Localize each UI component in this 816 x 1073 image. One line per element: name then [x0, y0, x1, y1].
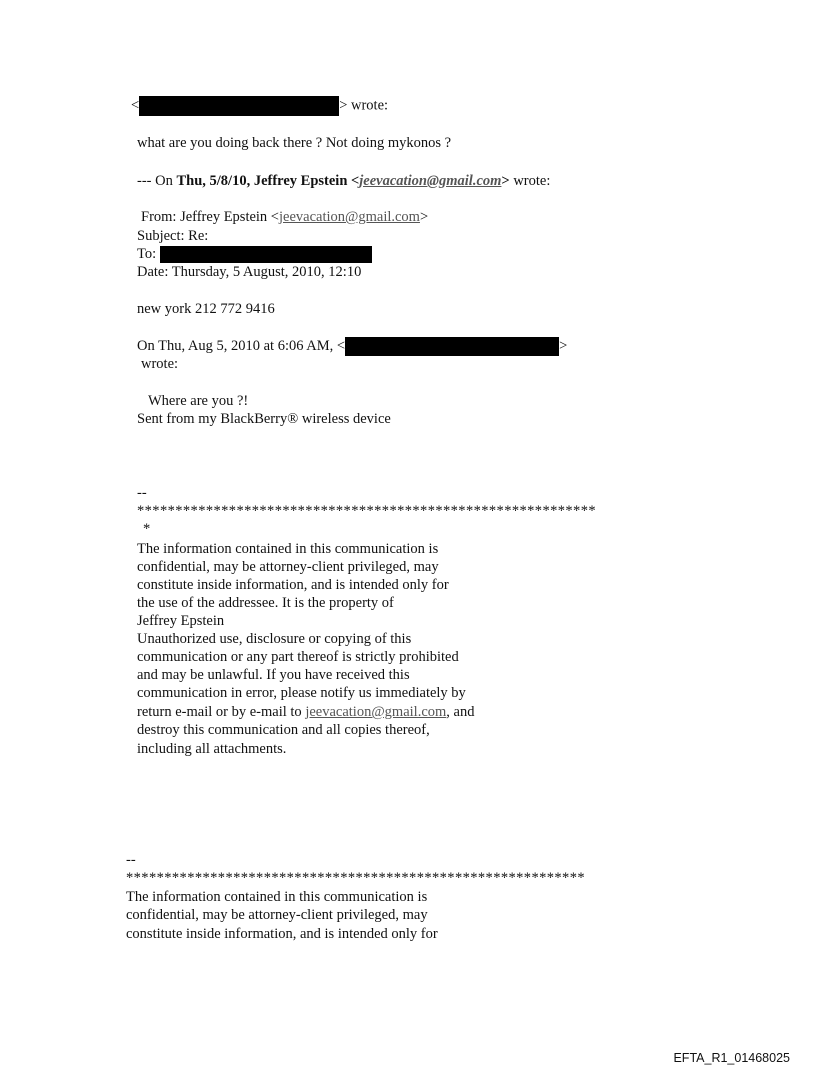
return-suffix: , and	[446, 704, 475, 720]
to-label: To:	[137, 246, 157, 262]
disclaimer-return-line	[137, 703, 474, 722]
disclaimer-line: destroy this communication and all copies thereof,	[137, 722, 430, 738]
redaction-block	[345, 337, 559, 356]
separator-stars: ************************************************************	[126, 870, 585, 886]
document-id: EFTA_R1_01468025	[673, 1051, 790, 1065]
separator-star: *	[143, 521, 151, 537]
quote-prefix: --- On	[137, 173, 177, 189]
disclaimer-line: constitute inside information, and is intended only for	[126, 926, 438, 942]
to-line	[137, 245, 372, 264]
from-email-link[interactable]: jeevacation@gmail.com	[278, 209, 420, 225]
on-wrote: wrote:	[141, 356, 179, 372]
quote-close: >	[501, 173, 510, 189]
disclaimer-line: communication in error, please notify us immediately by	[137, 685, 466, 701]
disclaimer-line: confidential, may be attorney-client privileged, may	[137, 559, 439, 575]
header-line	[131, 96, 388, 116]
on-close: >	[559, 338, 568, 354]
separator-dashes: --	[137, 485, 147, 501]
disclaimer-line: and may be unlawful. If you have received this	[137, 667, 410, 683]
on-line	[137, 337, 567, 356]
separator-stars: ************************************************************	[137, 503, 596, 519]
return-email-link[interactable]: jeevacation@gmail.com	[305, 704, 447, 720]
disclaimer-line: constitute inside information, and is intended only for	[137, 577, 449, 593]
quote-email-link[interactable]: jeevacation@gmail.com	[359, 173, 502, 189]
subject-line: Subject: Re:	[137, 228, 209, 244]
disclaimer-line: Unauthorized use, disclosure or copying of this	[137, 631, 412, 647]
open-bracket: <	[131, 97, 140, 114]
disclaimer-line: the use of the addressee. It is the property of	[137, 595, 394, 611]
from-suffix: >	[419, 209, 429, 225]
disclaimer-line: including all attachments.	[137, 741, 287, 757]
from-prefix: From: Jeffrey Epstein <	[141, 209, 279, 225]
separator-dashes: --	[126, 852, 136, 868]
on-text: On Thu, Aug 5, 2010 at 6:06 AM, <	[137, 338, 346, 354]
date-line: Date: Thursday, 5 August, 2010, 12:10	[137, 264, 362, 280]
from-line	[141, 208, 428, 227]
redaction-block	[139, 96, 339, 116]
redaction-block	[160, 246, 372, 263]
return-prefix: return e-mail or by e-mail to	[137, 704, 306, 720]
question-text: what are you doing back there ? Not doing mykonos ?	[137, 135, 452, 151]
disclaimer-line: communication or any part thereof is strictly prohibited	[137, 649, 459, 665]
original-line-2: Sent from my BlackBerry® wireless device	[137, 411, 391, 427]
quote-suffix: wrote:	[509, 173, 551, 189]
disclaimer-line: confidential, may be attorney-client privileged, may	[126, 907, 428, 923]
disclaimer-line: The information contained in this communication is	[137, 541, 439, 557]
quote-date: Thu, 5/8/10, Jeffrey Epstein <	[176, 173, 360, 189]
reply-text: new york 212 772 9416	[137, 301, 275, 317]
wrote-label: > wrote:	[339, 97, 389, 114]
original-line-1: Where are you ?!	[148, 393, 249, 409]
quote-line	[137, 172, 550, 191]
disclaimer-line: The information contained in this communication is	[126, 889, 428, 905]
disclaimer-line: Jeffrey Epstein	[137, 613, 225, 629]
